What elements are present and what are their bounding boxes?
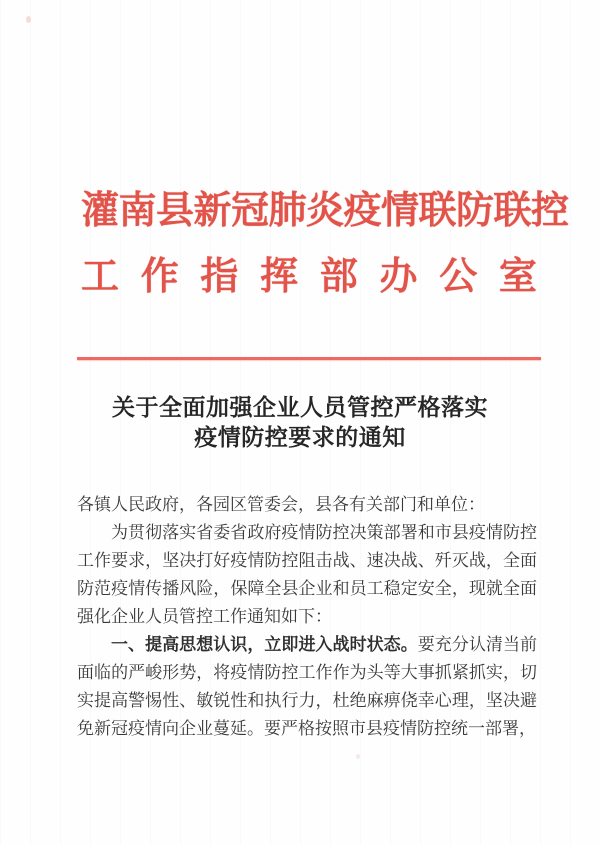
scan-artifact — [26, 16, 31, 23]
document-title — [0, 393, 600, 453]
paragraph-1: 为贯彻落实省委省政府疫情防控决策部署和市县疫情防控工作要求，坚决打好疫情防控阻击战、速决战、歼灭战，全面防范疫情传播风险，保障全县企业和员工稳定安全，现就全面强化企业人员管控工作通知如下： — [77, 523, 537, 626]
paragraph-2-bold-lead: 一、提高思想认识，立即进入战时状态。 — [111, 635, 418, 654]
letterhead-line-2: 工作指挥部办公室 — [81, 256, 559, 298]
letterhead — [81, 0, 569, 302]
scan-artifact — [356, 754, 360, 759]
salutation: 各镇人民政府，各园区管委会，县各有关部门和单位： — [77, 495, 485, 514]
paragraph-2-rest: 要充分认清当前面临的严峻形势，将疫情防控工作作为头等大事抓紧抓实，切实提高警惕性、敏锐性和执行力，杜绝麻痹侥幸心理，坚决避免新冠疫情向企业蔓延。要严格按照市县疫情防控统一部署， — [77, 635, 537, 738]
letterhead-line-1: 灌南县新冠肺炎疫情联防联控 — [81, 190, 569, 232]
document-title-line-2: 疫情防控要求的通知 — [194, 425, 406, 450]
document-body — [77, 491, 537, 743]
paragraph-2 — [77, 631, 537, 743]
document-title-line-1: 关于全面加强企业人员管控严格落实 — [112, 395, 488, 420]
letterhead-divider — [77, 357, 541, 360]
